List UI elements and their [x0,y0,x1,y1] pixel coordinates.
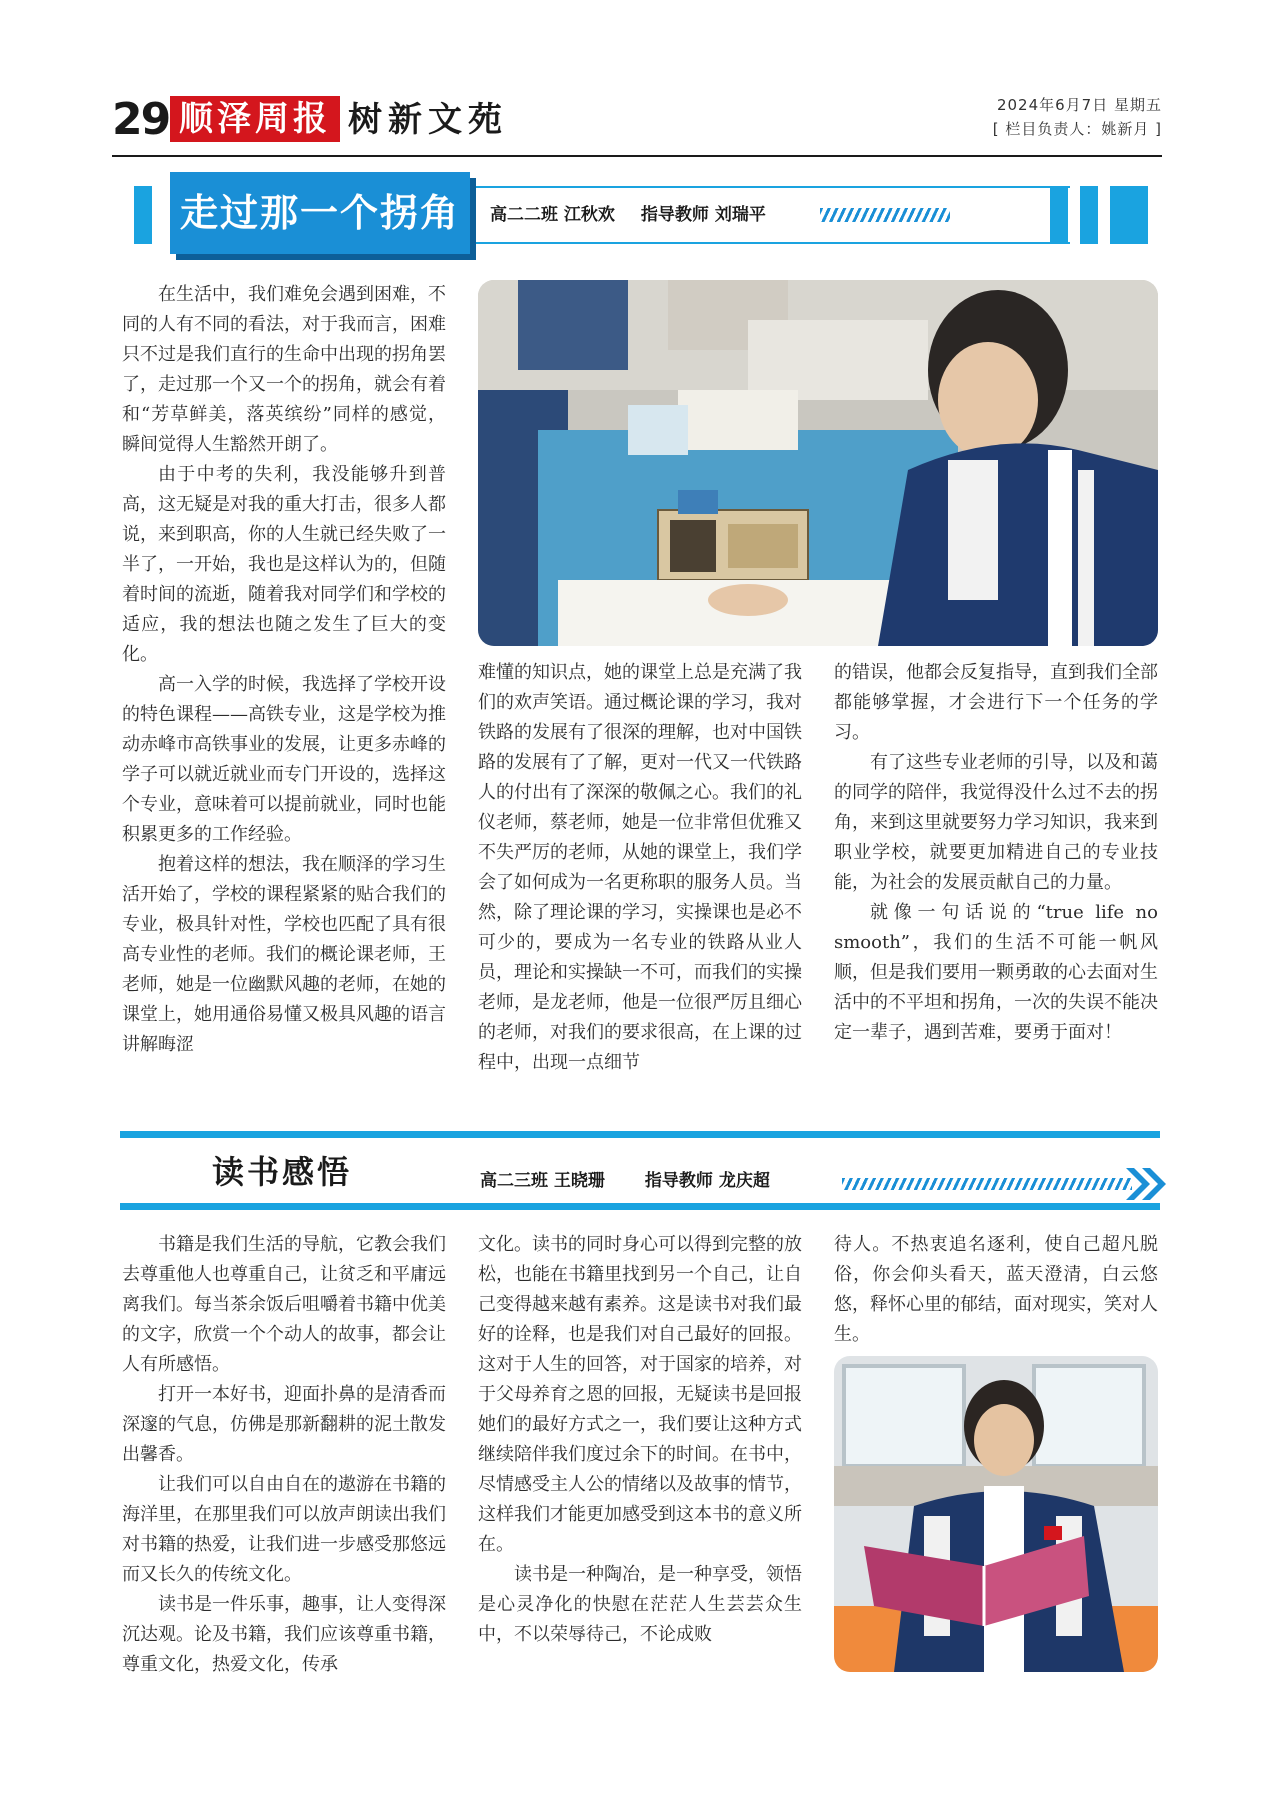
article1-column-1 [122,280,446,1060]
article2-photo [834,1356,1158,1672]
article2-column-3 [834,1230,1158,1350]
paragraph: 有了这些专业老师的引导，以及和蔼的同学的陪伴，我觉得没什么过不去的拐角，来到这里就要努力学习知识，我来到职业学校，就要更加精进自己的专业技能，为社会的发展贡献自己的力量。 [834,752,1158,893]
article2-title: 读书感悟 [212,1153,353,1191]
article1-column-2 [478,658,802,1078]
hatch-decoration [842,1178,1132,1190]
paragraph: 高一入学的时候，我选择了学校开设的特色课程——高铁专业，这是学校为推动赤峰市高铁事业的发展，让更多赤峰的学子可以就近就业而专门开设的，选择这个专业，意味着可以提前就业，同时也能积累更多的工作经验。 [122,674,446,845]
article2-byline [480,1166,770,1196]
reading-student-photo-illustration [834,1356,1158,1672]
paragraph: 的错误，他都会反复指导，直到我们全部都能够掌握，才会进行下一个任务的学习。 [834,662,1158,743]
paragraph: 书籍是我们生活的导航，它教会我们去尊重他人也尊重自己，让贫乏和平庸远离我们。每当茶余饭后咀嚼着书籍中优美的文字，欣赏一个个动人的故事，都会让人有所感悟。 [122,1234,446,1375]
classroom-photo-illustration [478,280,1158,646]
masthead-rule [112,155,1162,157]
paragraph: 难懂的知识点，她的课堂上总是充满了我们的欢声笑语。通过概论课的学习，我对铁路的发展有了很深的理解，也对中国铁路的发展有了了解，更对一代又一代铁路人的付出有了深深的敬佩之心。我们的礼仪老师，蔡老师，她是一位非常但优雅又不失严厉的老师，从她的课堂上，我们学会了如何成为一名更称职的服务人员。当然，除了理论课的学习，实操课也是必不可少的，要成为一名专业的铁路从业人员，理论和实操缺一不可，而我们的实操老师，是龙老师，他是一位很严厉且细心的老师，对我们的要求很高，在上课的过程中，出现一点细节 [478,662,802,1073]
article2-column-1 [122,1230,446,1680]
banner-bar-decoration [134,186,152,244]
newspaper-logo: 顺泽周报 [170,96,340,142]
article2-author: 高二三班 王晓珊 [480,1171,605,1191]
banner-bar-decoration [1050,186,1068,244]
banner-bar-decoration [1110,186,1148,244]
banner-bar-decoration [1080,186,1098,244]
article1-title-box [170,172,470,254]
masthead [112,92,1162,154]
paragraph: 读书是一种陶冶，是一种享受，领悟是心灵净化的快慰在茫茫人生芸芸众生中，不以荣辱待己，不论成败 [478,1564,802,1645]
article1-author: 高二二班 江秋欢 [490,205,615,225]
paragraph: 就像一句话说的“true life no smooth”，我们的生活不可能一帆风顺，但是我们要用一颗勇敢的心去面对生活中的不平坦和拐角，一次的失误不能决定一辈子，遇到苦难，要勇于面对！ [834,902,1158,1043]
paragraph: 文化。读书的同时身心可以得到完整的放松，也能在书籍里找到另一个自己，让自己变得越来越有素养。这是读书对我们最好的诠释，也是我们对自己最好的回报。这对于人生的回答，对于国家的培养，对于父母养育之恩的回报，无疑读书是回报她们的最好方式之一，我们要让这种方式继续陪伴我们度过余下的时间。在书中，尽情感受主人公的情绪以及故事的情节，这样我们才能更加感受到这本书的意义所在。 [478,1234,802,1555]
article1-title: 走过那一个拐角 [179,191,460,235]
article1-photo [478,280,1158,646]
issue-date: 2024年6月7日 星期五 [996,96,1162,114]
article1-teacher: 指导教师 刘瑞平 [640,205,766,225]
double-chevron-right-icon [1122,1164,1170,1204]
page-number: 29 [112,94,170,145]
paragraph: 在生活中，我们难免会遇到困难，不同的人有不同的看法，对于我而言，困难只不过是我们直行的生命中出现的拐角罢了，走过那一个又一个的拐角，就会有着和“芳草鲜美，落英缤纷”同样的感觉，瞬间觉得人生豁然开朗了。 [122,284,446,455]
article2-column-2 [478,1230,802,1650]
article1-byline-strip [470,186,1070,244]
paragraph: 打开一本好书，迎面扑鼻的是清香而深邃的气息，仿佛是那新翻耕的泥土散发出馨香。 [122,1384,446,1465]
paragraph: 待人。不热衷追名逐利，使自己超凡脱俗，你会仰头看天，蓝天澄清，白云悠悠，释怀心里的郁结，面对现实，笑对人生。 [834,1234,1158,1345]
article1-banner [134,172,1154,254]
section-title: 树新文苑 [348,100,508,140]
paragraph: 让我们可以自由自在的遨游在书籍的海洋里，在那里我们可以放声朗读出我们对书籍的热爱，让我们进一步感受那悠远而又长久的传统文化。 [122,1474,446,1585]
article2-teacher: 指导教师 龙庆超 [644,1171,770,1191]
paragraph: 读书是一件乐事，趣事，让人变得深沉达观。论及书籍，我们应该尊重书籍，尊重文化，热爱文化，传承 [122,1594,446,1675]
paragraph: 抱着这样的想法，我在顺泽的学习生活开始了，学校的课程紧紧的贴合我们的专业，极具针对性，学校也匹配了具有很高专业性的老师。我们的概论课老师，王老师，她是一位幽默风趣的老师，在她的课堂上，她用通俗易懂又极具风趣的语言讲解晦涩 [122,854,446,1055]
article2-banner-top-rule [120,1131,1160,1138]
article1-column-3 [834,658,1158,1048]
article2-banner-bottom-rule [120,1203,1160,1210]
article1-byline [490,188,766,242]
paragraph: 由于中考的失利，我没能够升到普高，这无疑是对我的重大打击，很多人都说，来到职高，你的人生就已经失败了一半了，一开始，我也是这样认为的，但随着时间的流逝，随着我对同学们和学校的适应，我的想法也随之发生了巨大的变化。 [122,464,446,665]
column-editor: [ 栏目负责人：姚新月 ] [992,120,1162,138]
hatch-decoration [820,208,950,222]
